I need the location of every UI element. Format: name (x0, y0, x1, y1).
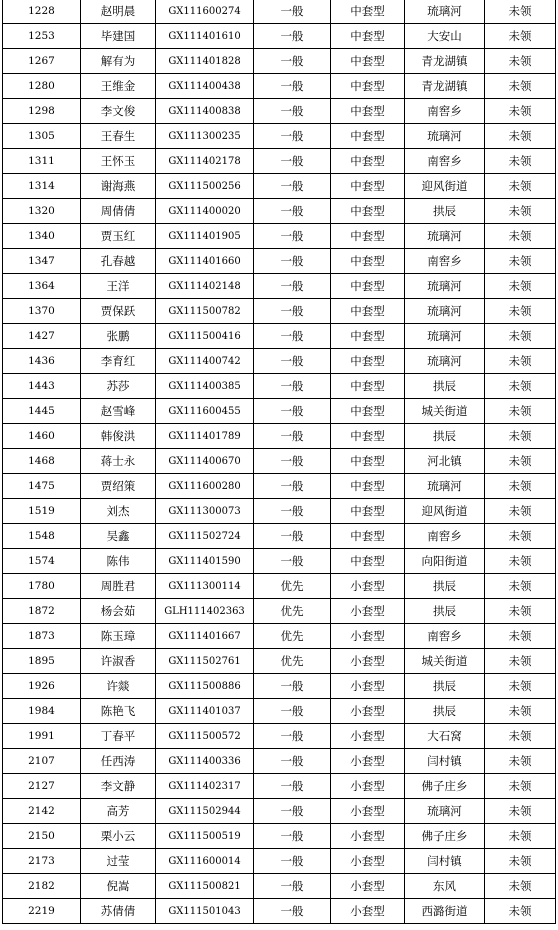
serial-number-cell: 1984 (3, 699, 81, 724)
unit-type-cell: 中套型 (331, 349, 405, 374)
serial-number-cell: 1780 (3, 574, 81, 599)
serial-number-cell: 1320 (3, 199, 81, 224)
category-cell: 优先 (254, 599, 331, 624)
status-cell: 未领 (485, 899, 556, 924)
table-row (3, 774, 556, 799)
district-cell: 青龙湖镇 (405, 49, 485, 74)
district-cell: 拱辰 (405, 599, 485, 624)
applicant-name-cell: 毕建国 (81, 24, 156, 49)
district-cell: 琉璃河 (405, 799, 485, 824)
category-cell: 一般 (254, 199, 331, 224)
unit-type-cell: 小套型 (331, 624, 405, 649)
category-cell: 一般 (254, 449, 331, 474)
status-cell: 未领 (485, 24, 556, 49)
status-cell: 未领 (485, 74, 556, 99)
serial-number-cell: 1895 (3, 649, 81, 674)
application-code-cell: GX111402317 (156, 774, 254, 799)
status-cell: 未领 (485, 399, 556, 424)
table-row (3, 424, 556, 449)
category-cell: 优先 (254, 624, 331, 649)
serial-number-cell: 1574 (3, 549, 81, 574)
applicant-name-cell: 吴鑫 (81, 524, 156, 549)
serial-number-cell: 1253 (3, 24, 81, 49)
unit-type-cell: 中套型 (331, 199, 405, 224)
district-cell: 拱辰 (405, 699, 485, 724)
district-cell: 琉璃河 (405, 324, 485, 349)
status-cell: 未领 (485, 874, 556, 899)
applicant-name-cell: 贾绍策 (81, 474, 156, 499)
table-row (3, 749, 556, 774)
district-cell: 南窖乡 (405, 149, 485, 174)
status-cell: 未领 (485, 649, 556, 674)
category-cell: 一般 (254, 774, 331, 799)
status-cell: 未领 (485, 599, 556, 624)
status-cell: 未领 (485, 799, 556, 824)
status-cell: 未领 (485, 0, 556, 24)
status-cell: 未领 (485, 174, 556, 199)
district-cell: 佛子庄乡 (405, 774, 485, 799)
district-cell: 大安山 (405, 24, 485, 49)
district-cell: 琉璃河 (405, 299, 485, 324)
category-cell: 一般 (254, 724, 331, 749)
unit-type-cell: 中套型 (331, 124, 405, 149)
applicant-name-cell: 王怀玉 (81, 149, 156, 174)
applicant-name-cell: 谢海燕 (81, 174, 156, 199)
unit-type-cell: 中套型 (331, 149, 405, 174)
district-cell: 迎风街道 (405, 499, 485, 524)
table-row (3, 249, 556, 274)
serial-number-cell: 2107 (3, 749, 81, 774)
application-code-cell: GX111500256 (156, 174, 254, 199)
table-row (3, 874, 556, 899)
applicant-name-cell: 李文俊 (81, 99, 156, 124)
table-row (3, 374, 556, 399)
unit-type-cell: 中套型 (331, 499, 405, 524)
application-code-cell: GX111500821 (156, 874, 254, 899)
unit-type-cell: 小套型 (331, 799, 405, 824)
category-cell: 一般 (254, 224, 331, 249)
district-cell: 拱辰 (405, 374, 485, 399)
serial-number-cell: 2150 (3, 824, 81, 849)
applicant-name-cell: 周倩倩 (81, 199, 156, 224)
status-cell: 未领 (485, 99, 556, 124)
application-code-cell: GX111300073 (156, 499, 254, 524)
applicant-name-cell: 倪嵩 (81, 874, 156, 899)
unit-type-cell: 小套型 (331, 649, 405, 674)
status-cell: 未领 (485, 499, 556, 524)
table-row (3, 399, 556, 424)
serial-number-cell: 1519 (3, 499, 81, 524)
category-cell: 一般 (254, 324, 331, 349)
application-code-cell: GX111600455 (156, 399, 254, 424)
unit-type-cell: 中套型 (331, 549, 405, 574)
application-code-cell: GX111400438 (156, 74, 254, 99)
application-code-cell: GX111402148 (156, 274, 254, 299)
serial-number-cell: 1340 (3, 224, 81, 249)
applicant-name-cell: 陈伟 (81, 549, 156, 574)
district-cell: 西潞街道 (405, 899, 485, 924)
status-cell: 未领 (485, 149, 556, 174)
category-cell: 一般 (254, 699, 331, 724)
serial-number-cell: 1305 (3, 124, 81, 149)
unit-type-cell: 小套型 (331, 574, 405, 599)
serial-number-cell: 1460 (3, 424, 81, 449)
serial-number-cell: 1267 (3, 49, 81, 74)
application-code-cell: GX111401590 (156, 549, 254, 574)
serial-number-cell: 2142 (3, 799, 81, 824)
status-cell: 未领 (485, 424, 556, 449)
applicant-name-cell: 栗小云 (81, 824, 156, 849)
district-cell: 南窖乡 (405, 249, 485, 274)
serial-number-cell: 2127 (3, 774, 81, 799)
unit-type-cell: 中套型 (331, 524, 405, 549)
unit-type-cell: 中套型 (331, 249, 405, 274)
unit-type-cell: 中套型 (331, 99, 405, 124)
table-row (3, 799, 556, 824)
application-code-cell: GX111500886 (156, 674, 254, 699)
housing-list-table (2, 0, 556, 924)
applicant-name-cell: 张鹏 (81, 324, 156, 349)
table-row (3, 499, 556, 524)
category-cell: 优先 (254, 574, 331, 599)
table-body (3, 0, 556, 924)
serial-number-cell: 1475 (3, 474, 81, 499)
serial-number-cell: 1926 (3, 674, 81, 699)
serial-number-cell: 1873 (3, 624, 81, 649)
district-cell: 河北镇 (405, 449, 485, 474)
applicant-name-cell: 许燚 (81, 674, 156, 699)
unit-type-cell: 中套型 (331, 24, 405, 49)
unit-type-cell: 中套型 (331, 399, 405, 424)
application-code-cell: GX111600274 (156, 0, 254, 24)
status-cell: 未领 (485, 324, 556, 349)
applicant-name-cell: 苏莎 (81, 374, 156, 399)
unit-type-cell: 小套型 (331, 899, 405, 924)
status-cell: 未领 (485, 224, 556, 249)
applicant-name-cell: 赵明晨 (81, 0, 156, 24)
table-row (3, 224, 556, 249)
serial-number-cell: 1364 (3, 274, 81, 299)
status-cell: 未领 (485, 349, 556, 374)
applicant-name-cell: 蒋士永 (81, 449, 156, 474)
application-code-cell: GX111401667 (156, 624, 254, 649)
applicant-name-cell: 许淑香 (81, 649, 156, 674)
table-row (3, 549, 556, 574)
applicant-name-cell: 贾玉红 (81, 224, 156, 249)
serial-number-cell: 1347 (3, 249, 81, 274)
table-row (3, 724, 556, 749)
applicant-name-cell: 李育红 (81, 349, 156, 374)
table-row (3, 24, 556, 49)
serial-number-cell: 1445 (3, 399, 81, 424)
table-row (3, 349, 556, 374)
status-cell: 未领 (485, 299, 556, 324)
applicant-name-cell: 解有为 (81, 49, 156, 74)
applicant-name-cell: 王洋 (81, 274, 156, 299)
category-cell: 一般 (254, 74, 331, 99)
applicant-name-cell: 贾保跃 (81, 299, 156, 324)
application-code-cell: GX111400838 (156, 99, 254, 124)
category-cell: 一般 (254, 524, 331, 549)
applicant-name-cell: 王春生 (81, 124, 156, 149)
application-code-cell: GLH111402363 (156, 599, 254, 624)
status-cell: 未领 (485, 474, 556, 499)
category-cell: 一般 (254, 849, 331, 874)
application-code-cell: GX111400742 (156, 349, 254, 374)
unit-type-cell: 中套型 (331, 424, 405, 449)
category-cell: 一般 (254, 349, 331, 374)
application-code-cell: GX111402178 (156, 149, 254, 174)
district-cell: 琉璃河 (405, 274, 485, 299)
unit-type-cell: 小套型 (331, 699, 405, 724)
table-row (3, 649, 556, 674)
applicant-name-cell: 周胜君 (81, 574, 156, 599)
status-cell: 未领 (485, 624, 556, 649)
category-cell: 一般 (254, 749, 331, 774)
district-cell: 东风 (405, 874, 485, 899)
category-cell: 一般 (254, 124, 331, 149)
application-code-cell: GX111300114 (156, 574, 254, 599)
status-cell: 未领 (485, 849, 556, 874)
unit-type-cell: 中套型 (331, 449, 405, 474)
unit-type-cell: 小套型 (331, 774, 405, 799)
status-cell: 未领 (485, 524, 556, 549)
table-row (3, 624, 556, 649)
category-cell: 一般 (254, 399, 331, 424)
unit-type-cell: 中套型 (331, 224, 405, 249)
unit-type-cell: 中套型 (331, 374, 405, 399)
serial-number-cell: 1468 (3, 449, 81, 474)
status-cell: 未领 (485, 574, 556, 599)
serial-number-cell: 1370 (3, 299, 81, 324)
table-row (3, 574, 556, 599)
category-cell: 一般 (254, 799, 331, 824)
application-code-cell: GX111502944 (156, 799, 254, 824)
district-cell: 琉璃河 (405, 124, 485, 149)
applicant-name-cell: 李文静 (81, 774, 156, 799)
application-code-cell: GX111401828 (156, 49, 254, 74)
application-code-cell: GX111401660 (156, 249, 254, 274)
serial-number-cell: 1443 (3, 374, 81, 399)
district-cell: 城关街道 (405, 649, 485, 674)
table-row (3, 899, 556, 924)
serial-number-cell: 2219 (3, 899, 81, 924)
status-cell: 未领 (485, 549, 556, 574)
category-cell: 一般 (254, 274, 331, 299)
serial-number-cell: 1548 (3, 524, 81, 549)
table-row (3, 49, 556, 74)
applicant-name-cell: 苏倩倩 (81, 899, 156, 924)
table-row (3, 474, 556, 499)
status-cell: 未领 (485, 449, 556, 474)
category-cell: 一般 (254, 424, 331, 449)
status-cell: 未领 (485, 774, 556, 799)
applicant-name-cell: 王维金 (81, 74, 156, 99)
table-row (3, 449, 556, 474)
status-cell: 未领 (485, 249, 556, 274)
status-cell: 未领 (485, 824, 556, 849)
category-cell: 一般 (254, 149, 331, 174)
application-code-cell: GX111400020 (156, 199, 254, 224)
table-row (3, 124, 556, 149)
serial-number-cell: 1314 (3, 174, 81, 199)
unit-type-cell: 小套型 (331, 724, 405, 749)
unit-type-cell: 中套型 (331, 0, 405, 24)
status-cell: 未领 (485, 724, 556, 749)
application-code-cell: GX111500416 (156, 324, 254, 349)
district-cell: 琉璃河 (405, 224, 485, 249)
applicant-name-cell: 孔春越 (81, 249, 156, 274)
table-row (3, 174, 556, 199)
district-cell: 拱辰 (405, 199, 485, 224)
table-row (3, 524, 556, 549)
district-cell: 向阳街道 (405, 549, 485, 574)
category-cell: 一般 (254, 99, 331, 124)
status-cell: 未领 (485, 274, 556, 299)
unit-type-cell: 小套型 (331, 849, 405, 874)
district-cell: 琉璃河 (405, 0, 485, 24)
district-cell: 南窖乡 (405, 99, 485, 124)
district-cell: 大石窝 (405, 724, 485, 749)
applicant-name-cell: 陈艳飞 (81, 699, 156, 724)
applicant-name-cell: 高芳 (81, 799, 156, 824)
application-code-cell: GX111401610 (156, 24, 254, 49)
category-cell: 一般 (254, 824, 331, 849)
applicant-name-cell: 刘杰 (81, 499, 156, 524)
unit-type-cell: 小套型 (331, 824, 405, 849)
category-cell: 一般 (254, 174, 331, 199)
category-cell: 一般 (254, 474, 331, 499)
category-cell: 一般 (254, 549, 331, 574)
category-cell: 优先 (254, 649, 331, 674)
table-row (3, 0, 556, 24)
table-row (3, 149, 556, 174)
category-cell: 一般 (254, 299, 331, 324)
table-row (3, 674, 556, 699)
unit-type-cell: 小套型 (331, 599, 405, 624)
unit-type-cell: 中套型 (331, 299, 405, 324)
unit-type-cell: 中套型 (331, 324, 405, 349)
application-code-cell: GX111500572 (156, 724, 254, 749)
application-code-cell: GX111500519 (156, 824, 254, 849)
applicant-name-cell: 韩俊洪 (81, 424, 156, 449)
application-code-cell: GX111400670 (156, 449, 254, 474)
application-code-cell: GX111500782 (156, 299, 254, 324)
table-row (3, 74, 556, 99)
table-row (3, 324, 556, 349)
status-cell: 未领 (485, 199, 556, 224)
unit-type-cell: 中套型 (331, 74, 405, 99)
category-cell: 一般 (254, 899, 331, 924)
serial-number-cell: 1311 (3, 149, 81, 174)
serial-number-cell: 1280 (3, 74, 81, 99)
table-row (3, 199, 556, 224)
status-cell: 未领 (485, 699, 556, 724)
category-cell: 一般 (254, 0, 331, 24)
applicant-name-cell: 陈玉璋 (81, 624, 156, 649)
application-code-cell: GX111300235 (156, 124, 254, 149)
status-cell: 未领 (485, 124, 556, 149)
application-code-cell: GX111401905 (156, 224, 254, 249)
unit-type-cell: 中套型 (331, 174, 405, 199)
applicant-name-cell: 赵雪峰 (81, 399, 156, 424)
application-code-cell: GX111600280 (156, 474, 254, 499)
application-code-cell: GX111502724 (156, 524, 254, 549)
serial-number-cell: 1872 (3, 599, 81, 624)
category-cell: 一般 (254, 374, 331, 399)
status-cell: 未领 (485, 49, 556, 74)
category-cell: 一般 (254, 249, 331, 274)
unit-type-cell: 小套型 (331, 749, 405, 774)
unit-type-cell: 中套型 (331, 49, 405, 74)
serial-number-cell: 1427 (3, 324, 81, 349)
category-cell: 一般 (254, 874, 331, 899)
unit-type-cell: 中套型 (331, 274, 405, 299)
serial-number-cell: 2182 (3, 874, 81, 899)
table-row (3, 849, 556, 874)
district-cell: 琉璃河 (405, 349, 485, 374)
applicant-name-cell: 过莹 (81, 849, 156, 874)
district-cell: 佛子庄乡 (405, 824, 485, 849)
application-code-cell: GX111600014 (156, 849, 254, 874)
district-cell: 城关街道 (405, 399, 485, 424)
applicant-name-cell: 杨会茹 (81, 599, 156, 624)
serial-number-cell: 1298 (3, 99, 81, 124)
status-cell: 未领 (485, 749, 556, 774)
category-cell: 一般 (254, 49, 331, 74)
table-row (3, 99, 556, 124)
application-code-cell: GX111400385 (156, 374, 254, 399)
serial-number-cell: 2173 (3, 849, 81, 874)
application-code-cell: GX111401789 (156, 424, 254, 449)
status-cell: 未领 (485, 674, 556, 699)
application-code-cell: GX111400336 (156, 749, 254, 774)
table-row (3, 299, 556, 324)
application-code-cell: GX111501043 (156, 899, 254, 924)
application-code-cell: GX111401037 (156, 699, 254, 724)
applicant-name-cell: 任西涛 (81, 749, 156, 774)
unit-type-cell: 小套型 (331, 674, 405, 699)
category-cell: 一般 (254, 499, 331, 524)
district-cell: 拱辰 (405, 574, 485, 599)
table-row (3, 274, 556, 299)
serial-number-cell: 1228 (3, 0, 81, 24)
district-cell: 拱辰 (405, 424, 485, 449)
district-cell: 迎风街道 (405, 174, 485, 199)
category-cell: 一般 (254, 674, 331, 699)
application-code-cell: GX111502761 (156, 649, 254, 674)
district-cell: 琉璃河 (405, 474, 485, 499)
table-row (3, 599, 556, 624)
district-cell: 闫村镇 (405, 749, 485, 774)
serial-number-cell: 1991 (3, 724, 81, 749)
unit-type-cell: 中套型 (331, 474, 405, 499)
district-cell: 南窖乡 (405, 624, 485, 649)
district-cell: 南窖乡 (405, 524, 485, 549)
category-cell: 一般 (254, 24, 331, 49)
unit-type-cell: 小套型 (331, 874, 405, 899)
district-cell: 闫村镇 (405, 849, 485, 874)
table-row (3, 824, 556, 849)
status-cell: 未领 (485, 374, 556, 399)
district-cell: 青龙湖镇 (405, 74, 485, 99)
applicant-name-cell: 丁春平 (81, 724, 156, 749)
table-row (3, 699, 556, 724)
district-cell: 拱辰 (405, 674, 485, 699)
serial-number-cell: 1436 (3, 349, 81, 374)
